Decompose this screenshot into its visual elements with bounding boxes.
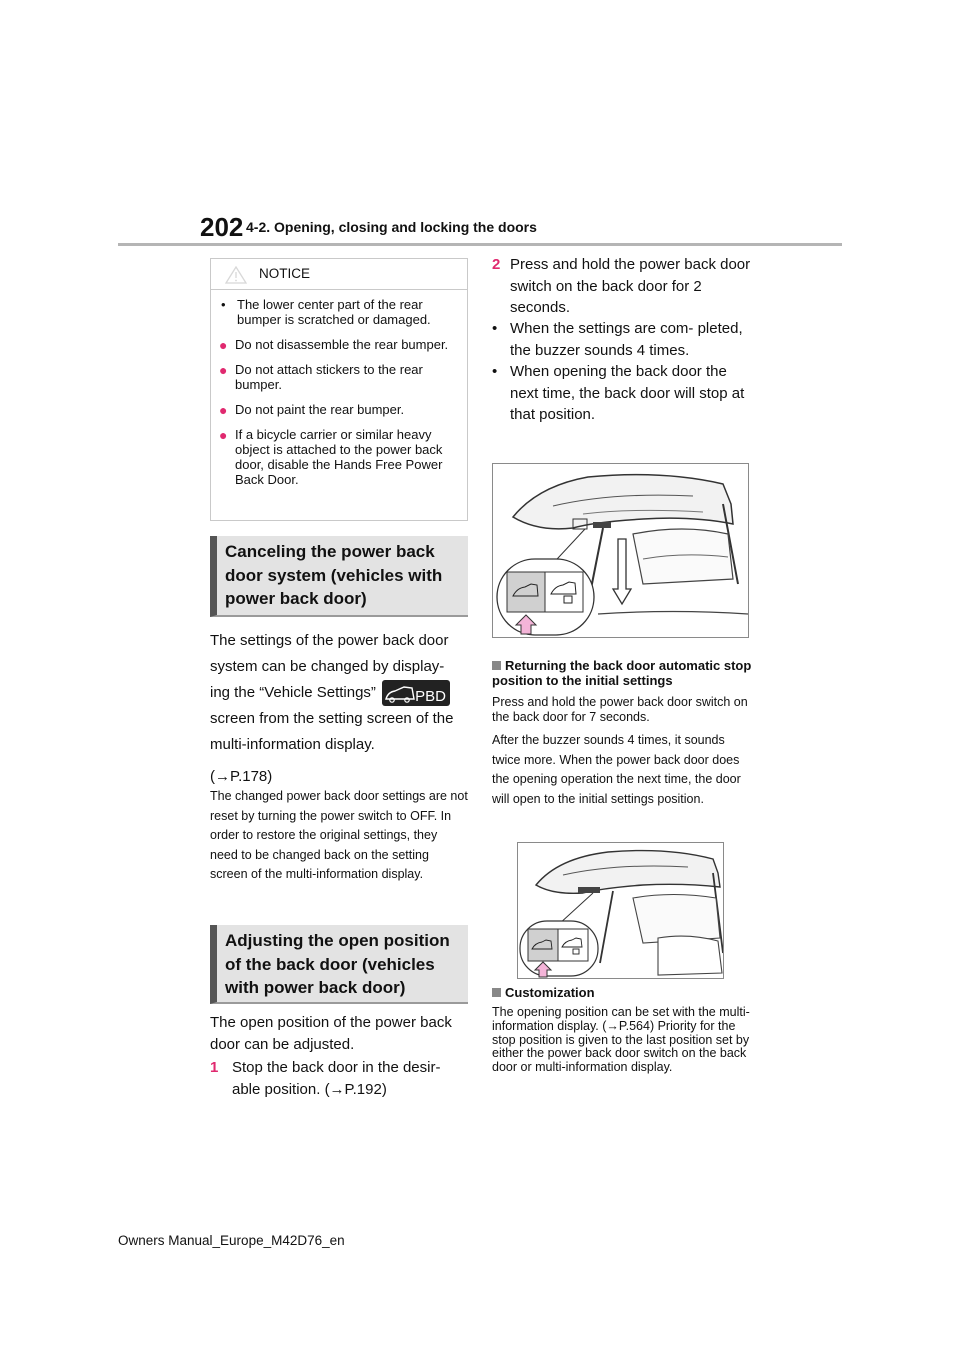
- pink-bullet-icon: ●: [219, 402, 228, 418]
- adjusting-intro: The open position of the power back door can be adjusted.: [210, 1014, 452, 1053]
- notice-item: [219, 337, 459, 352]
- notice-item: [219, 427, 459, 487]
- canceling-note: The changed power back door settings are not reset by turning the power switch to OFF. In order to restore the original settings, they need to be changed back on the setting screen of the multi-information display.: [210, 789, 468, 881]
- notice-item: [219, 297, 459, 327]
- step-1-text: Stop the back door in the desir- able position. (→P.192): [232, 1059, 441, 1098]
- notice-box: [210, 258, 468, 521]
- canceling-ref[interactable]: (→P.178): [210, 768, 273, 785]
- canceling-text-after-icon: screen from the setting screen of the multi-information display.: [210, 710, 454, 754]
- back-door-illustration-2: [517, 842, 724, 979]
- notice-item-text: Do not paint the rear bumper.: [235, 402, 405, 417]
- pink-bullet-icon: ●: [219, 337, 228, 353]
- step-1-number: 1: [210, 1059, 219, 1076]
- pbd-icon-label: PBD: [415, 688, 446, 706]
- returning-para-2: After the buzzer sounds 4 times, it sounds twice more. When the power back door does the opening operation the next time, the door will open to the initial settings position.: [492, 733, 741, 806]
- canceling-paragraph: [210, 628, 468, 758]
- customization-heading: Customization: [505, 985, 595, 1000]
- pink-bullet-icon: ●: [219, 362, 228, 378]
- vehicle-settings-pbd-icon: [382, 680, 450, 706]
- footer-text: Owners Manual_Europe_M42D76_en: [118, 1233, 345, 1248]
- notice-body: [211, 290, 467, 487]
- notice-item-text: Do not disassemble the rear bumper.: [235, 337, 449, 352]
- bullet-text: When opening the back door the next time, the back door will stop at that position.: [510, 363, 745, 423]
- warning-triangle-icon: [225, 266, 247, 284]
- notice-item-text: Do not attach stickers to the rear bumper.: [235, 362, 423, 392]
- returning-para-1: Press and hold the power back door switch on the back door for 7 seconds.: [492, 695, 748, 724]
- notice-item-text: If a bicycle carrier or similar heavy object is attached to the power back door, disable the Hands Free Power Back Door.: [235, 427, 443, 487]
- step-2-text: Press and hold the power back door switch on the back door for 2 seconds.: [510, 256, 751, 316]
- step-2: [492, 254, 752, 319]
- notice-item: [219, 362, 459, 392]
- bullet-dot-icon: •: [492, 363, 498, 380]
- canceling-text-before-icon: The settings of the power back door system can be changed by display- ing the “Vehicle Settings”: [210, 632, 449, 701]
- notice-title: NOTICE: [259, 266, 311, 281]
- returning-subheading: [492, 658, 754, 688]
- step-2-bullets: [492, 318, 752, 426]
- returning-heading: Returning the back door automatic stop position to the initial settings: [492, 658, 752, 688]
- notice-item: [219, 402, 459, 417]
- list-item: [492, 361, 752, 426]
- header-rule: [118, 243, 842, 246]
- step-2-number: 2: [492, 256, 501, 273]
- adjusting-heading: Adjusting the open position of the back door (vehicles with power back door): [210, 925, 468, 1004]
- customization-text: The opening position can be set with the multi-information display. (→P.564) Priority for the stop position is given to the last position set by either the power back door switch on the back door or multi-information display.: [492, 1005, 750, 1075]
- customization-subheading: [492, 985, 754, 1000]
- bullet-dot-icon: •: [221, 297, 226, 312]
- list-item: [492, 318, 752, 361]
- page-number: 202: [200, 212, 244, 242]
- square-bullet-icon: [492, 988, 501, 997]
- back-door-illustration-1: [492, 463, 749, 638]
- canceling-heading: Canceling the power back door system (vehicles with power back door): [210, 536, 468, 617]
- bullet-text: When the settings are com- pleted, the buzzer sounds 4 times.: [510, 320, 743, 359]
- step-1: [210, 1057, 468, 1101]
- notice-header: [211, 259, 467, 290]
- square-bullet-icon: [492, 661, 501, 670]
- notice-item-text: The lower center part of the rear bumper is scratched or damaged.: [237, 297, 431, 327]
- section-title: 4-2. Opening, closing and locking the doors: [246, 219, 537, 235]
- bullet-dot-icon: •: [492, 320, 498, 337]
- pink-bullet-icon: ●: [219, 427, 228, 443]
